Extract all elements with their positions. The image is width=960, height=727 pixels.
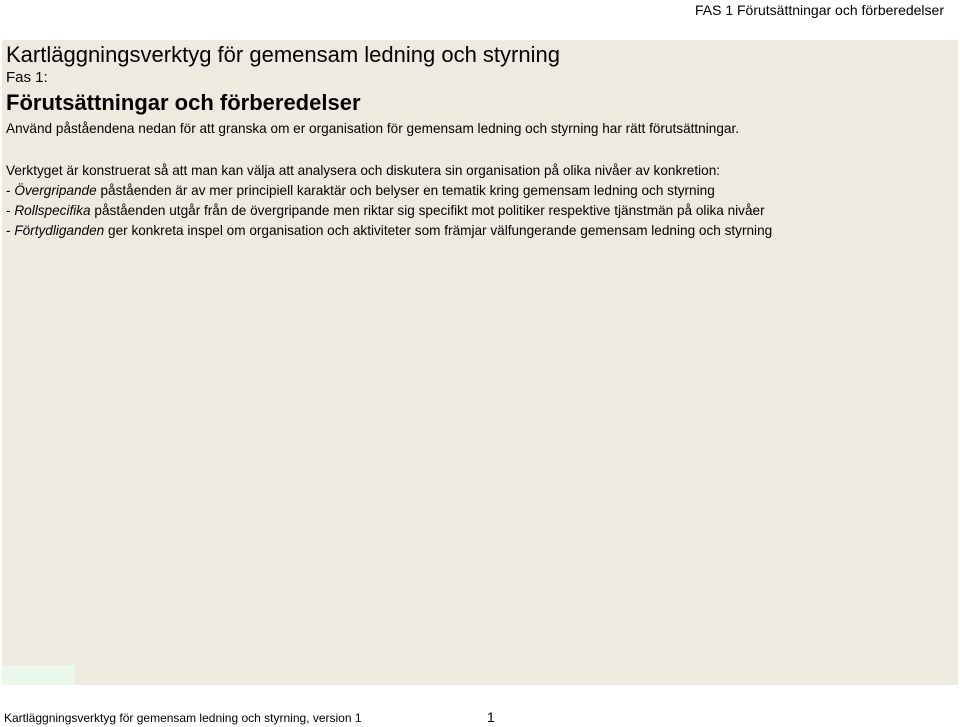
level-item-fortydliganden bbox=[6, 222, 772, 240]
description-text: Verktyget är konstruerat så att man kan välja att analysera och diskutera sin organisation på olika nivåer av konkretion: bbox=[6, 163, 721, 178]
level-prefix: - bbox=[6, 183, 15, 198]
phase-title: Förutsättningar och förberedelser bbox=[6, 90, 361, 115]
document-title: Kartläggningsverktyg för gemensam ledning och styrning bbox=[6, 42, 560, 67]
level-item-rollspecifika bbox=[6, 202, 765, 220]
page-number: 1 bbox=[487, 709, 495, 725]
phase-label: Fas 1: bbox=[6, 69, 48, 86]
worksheet-area bbox=[2, 40, 958, 685]
level-text: påståenden utgår från de övergripande men riktar sig specifikt mot politiker respektive tjänstmän på olika nivåer bbox=[90, 203, 765, 218]
level-text: påståenden är av mer principiell karaktär och belyser en tematik kring gemensam ledning och styrning bbox=[96, 183, 715, 198]
intro-text: Använd påståendena nedan för att granska om er organisation för gemensam ledning och styrning har rätt förutsättningar. bbox=[6, 121, 740, 136]
level-term: Förtydliganden bbox=[14, 223, 105, 238]
level-prefix: - bbox=[6, 223, 15, 238]
level-prefix: - bbox=[6, 203, 15, 218]
level-term: Övergripande bbox=[14, 183, 97, 198]
page-header: FAS 1 Förutsättningar och förberedelser bbox=[694, 2, 944, 18]
highlighted-cell bbox=[2, 665, 75, 685]
page-footer: Kartläggningsverktyg för gemensam ledning och styrning, version 1 bbox=[4, 711, 362, 725]
level-text: ger konkreta inspel om organisation och aktiviteter som främjar välfungerande gemensam ledning och styrning bbox=[104, 223, 773, 238]
level-item-overgripande bbox=[6, 182, 715, 200]
level-term: Rollspecifika bbox=[14, 203, 91, 218]
